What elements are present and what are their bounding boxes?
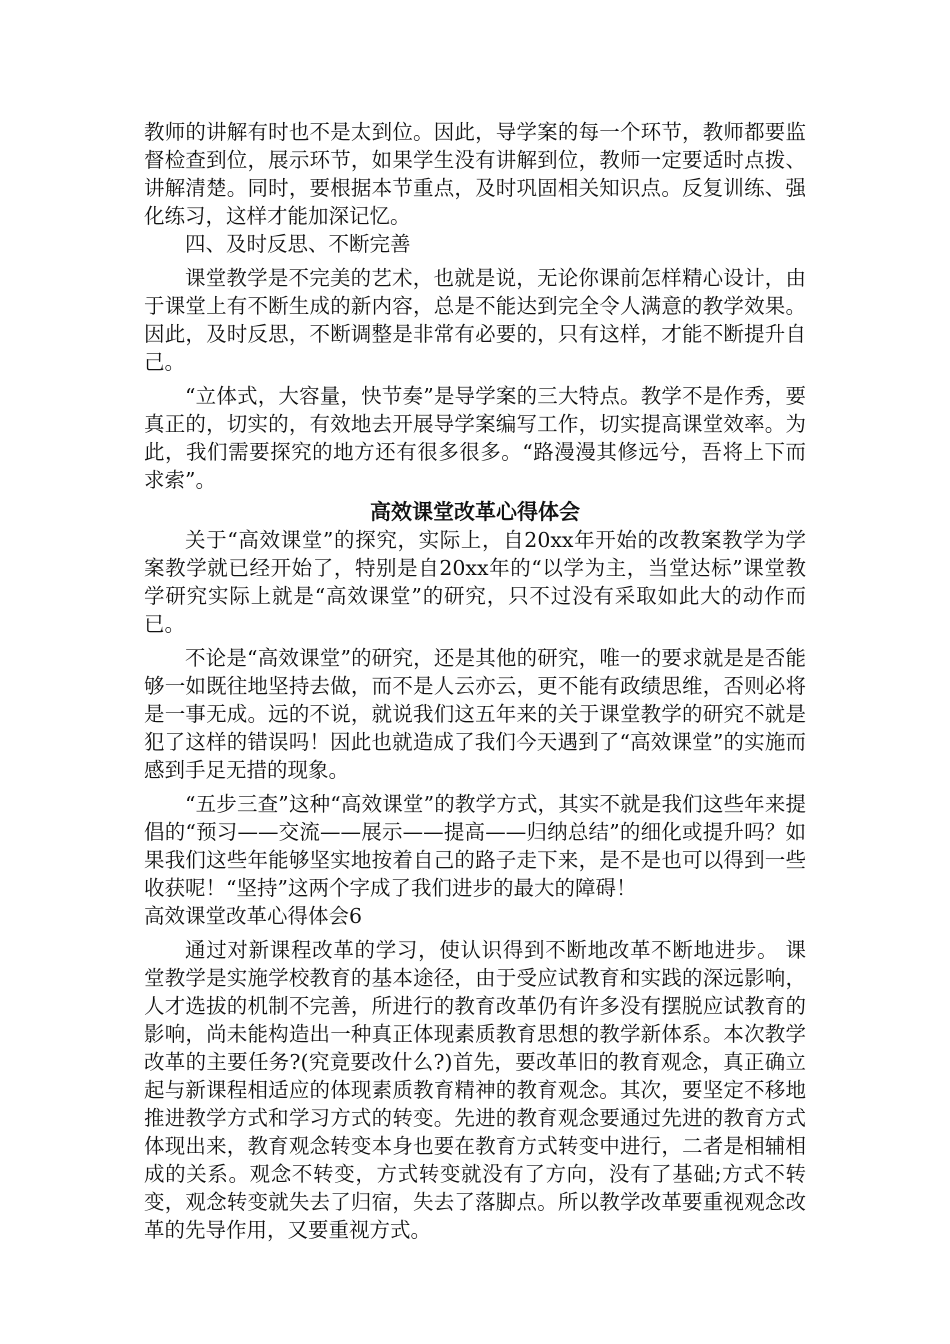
paragraph-persistence: 不论是“高效课堂”的研究，还是其他的研究，唯一的要求就是是否能够一如既往地坚持去做，而不是人云亦云，更不能有政绩思维，否则必将是一事无成。远的不说，就说我们这五年来的关于课堂教学的研究不就是犯了这样的错误吗！因此也就造成了我们今天遇到了“高效课堂”的实施而感到手足无措的现象。 [144,646,806,782]
paragraph-new-curriculum: 通过对新课程改革的学习，使认识得到不断地改革不断地进步。 课堂教学是实施学校教育的基本途径，由于受应试教育和实践的深远影响，人才选拔的机制不完善，所进行的教育改革仍有许多没有摆脱应试教育的影响，尚未能构造出一种真正体现素质教育思想的教学新体系。本次教学改革的主要任务?(究竟要改什么?)首先，要改革旧的教育观念，真正确立起与新课程相适应的体现素质教育精神的教育观念。其次，要坚定不移地推进教学方式和学习方式的转变。先进的教育观念要通过先进的教育方式体现出来，教育观念转变本身也要在教育方式转变中进行，二者是相辅相成的关系。观念不转变，方式转变就没有了方向，没有了基础;方式不转变，观念转变就失去了归宿，失去了落脚点。所以教学改革要重视观念改革的先导作用，又要重视方式。 [144,938,806,1242]
paragraph-five-steps: “五步三查”这种“高效课堂”的教学方式，其实不就是我们这些年来提倡的“预习——交流——展示——提高——归纳总结”的细化或提升吗？如果我们这些年能够坚实地按着自己的路子走下来，是不是也可以得到一些收获呢！“坚持”这两个字成了我们进步的最大的障碍！ [144,792,806,900]
paragraph-classroom-art: 课堂教学是不完美的艺术，也就是说，无论你课前怎样精心设计，由于课堂上有不断生成的新内容，总是不能达到完全令人满意的教学效果。因此，及时反思，不断调整是非常有必要的，只有这样，才能不断提升自己。 [144,266,806,374]
section-subtitle: 高效课堂改革心得体会6 [144,904,363,928]
document-title: 高效课堂改革心得体会 [370,499,580,524]
paragraph-three-features: “立体式，大容量，快节奏”是导学案的三大特点。教学不是作秀，要真正的，切实的，有效地去开展导学案编写工作，切实提高课堂效率。为此，我们需要探究的地方还有很多很多。“路漫漫其修远兮，吾将上下而求索”。 [144,384,806,492]
paragraph-teacher-explanation: 教师的讲解有时也不是太到位。因此，导学案的每一个环节，教师都要监督检查到位，展示环节，如果学生没有讲解到位，教师一定要适时点拨、讲解清楚。同时，要根据本节重点，及时巩固相关知识点。反复训练、强化练习，这样才能加深记忆。 [144,120,806,228]
section-heading-reflect: 四、及时反思、不断完善 [185,232,411,256]
document-page [144,118,806,1244]
paragraph-efficient-classroom-history: 关于“高效课堂”的探究，实际上，自20xx年开始的改教案教学为学案教学就已经开始了，特别是自20xx年的“以学为主，当堂达标”课堂教学研究实际上就是“高效课堂”的研究，只不过没有采取如此大的动作而已。 [144,528,806,636]
